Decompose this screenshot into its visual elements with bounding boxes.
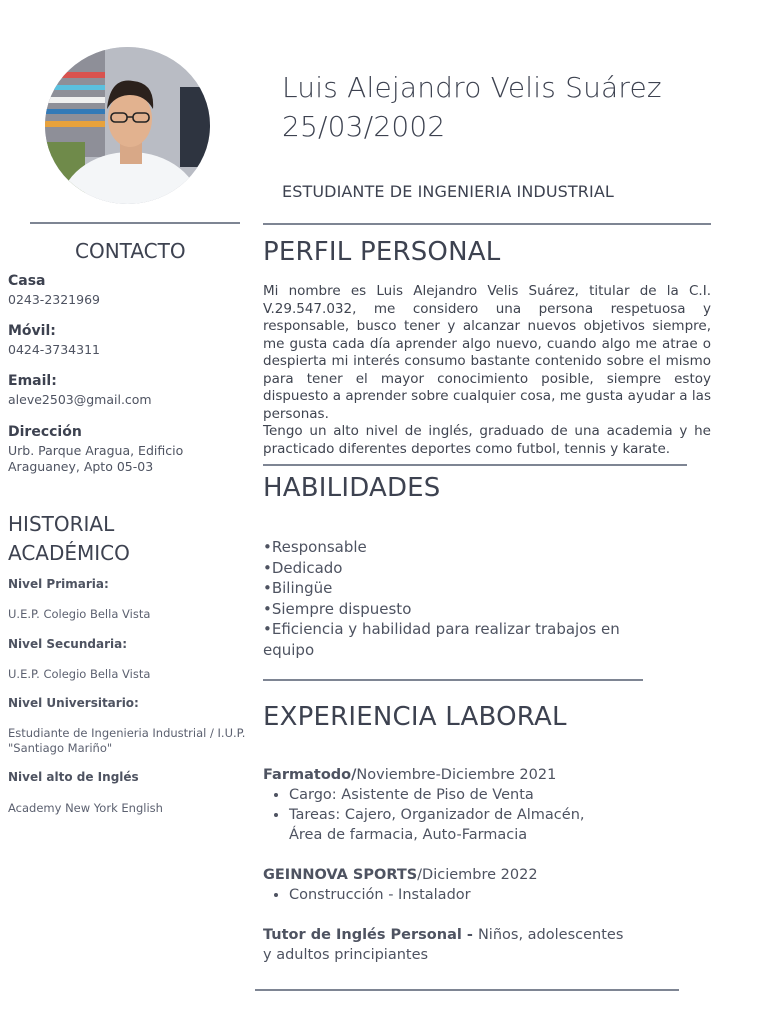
header-name-block — [282, 68, 662, 146]
skill-item: •Responsable — [263, 538, 367, 556]
profile-text — [263, 283, 711, 458]
mobile-phone: 0424-3734311 — [8, 342, 100, 357]
divider-bottom — [255, 989, 679, 991]
job-3-entry — [263, 925, 683, 965]
divider-left — [30, 222, 240, 224]
academic-secondary-label: Nivel Secundaria: — [8, 637, 128, 651]
academic-primary-value: U.E.P. Colegio Bella Vista — [8, 607, 151, 621]
contact-mobile — [8, 323, 100, 358]
email-value: aleve2503@gmail.com — [8, 392, 152, 407]
email-label: Email: — [8, 373, 57, 389]
profile-photo-image — [45, 47, 210, 204]
job-3-desc-line-1: Niños, adolescentes — [477, 927, 624, 943]
academic-heading-line-2: ACADÉMICO — [8, 541, 130, 565]
academic-english-label: Nivel alto de Inglés — [8, 770, 139, 784]
academic-university-label: Nivel Universitario: — [8, 696, 139, 710]
mobile-label: Móvil: — [8, 323, 56, 339]
academic-university-value — [8, 726, 245, 756]
experience-list — [263, 765, 683, 965]
divider-skills — [263, 679, 643, 681]
academic-heading — [8, 510, 130, 568]
job-1-tasks — [289, 805, 683, 845]
academic-heading-line-1: HISTORIAL — [8, 512, 115, 536]
skills-heading: HABILIDADES — [263, 473, 441, 503]
contact-email — [8, 373, 152, 408]
job-title: ESTUDIANTE DE INGENIERIA INDUSTRIAL — [282, 182, 614, 201]
divider-header — [263, 223, 711, 225]
contact-address — [8, 424, 183, 475]
job-2-period: /Diciembre 2022 — [417, 867, 538, 883]
profile-photo — [45, 47, 210, 204]
contact-heading: CONTACTO — [75, 239, 186, 263]
address-line-1: Urb. Parque Aragua, Edificio — [8, 443, 184, 458]
job-2-role: • Construcción - Instalador — [289, 885, 683, 905]
job-1-period: Noviembre-Diciembre 2021 — [356, 767, 557, 783]
skill-item: •Bilingüe — [263, 579, 333, 597]
home-phone: 0243-2321969 — [8, 292, 100, 307]
birthdate: 25/03/2002 — [282, 110, 446, 143]
profile-heading: PERFIL PERSONAL — [263, 237, 501, 267]
job-1-header — [263, 765, 683, 785]
academic-english-value: Academy New York English — [8, 801, 163, 815]
home-label: Casa — [8, 273, 46, 289]
skill-item: •Dedicado — [263, 558, 343, 577]
academic-university-line-1: Estudiante de Ingenieria Industrial / I.U.P. — [8, 726, 246, 740]
job-1-tasks-line-1: • Tareas: Cajero, Organizador de Almacén, — [289, 807, 585, 823]
full-name: Luis Alejandro Velis Suárez — [282, 71, 662, 104]
academic-university-line-2: "Santiago Mariño" — [8, 741, 113, 755]
job-3-title: Tutor de Inglés Personal - — [263, 927, 478, 943]
skill-item-continuation: equipo — [263, 640, 315, 659]
divider-profile — [263, 464, 687, 466]
job-1-details — [263, 785, 683, 845]
skill-item: •Eficiencia y habilidad para realizar trabajos en — [263, 620, 620, 638]
academic-primary-label: Nivel Primaria: — [8, 577, 109, 591]
job-2-details — [263, 885, 683, 905]
job-2-header — [263, 865, 683, 885]
job-2-company: GEINNOVA SPORTS — [263, 867, 418, 883]
job-3-desc-line-2: y adultos principiantes — [263, 947, 429, 963]
address-line-2: Araguaney, Apto 05-03 — [8, 459, 154, 474]
address-label: Dirección — [8, 424, 82, 440]
skill-item: •Siempre dispuesto — [263, 599, 412, 618]
academic-secondary-value: U.E.P. Colegio Bella Vista — [8, 667, 151, 681]
job-1-company: Farmatodo/ — [263, 767, 357, 783]
profile-paragraph-2: Tengo un alto nivel de inglés, graduado de una academia y he practicado diferentes deportes como futbol, tennis y karate. — [263, 423, 711, 457]
skills-list — [263, 537, 643, 660]
experience-heading: EXPERIENCIA LABORAL — [263, 702, 567, 732]
job-1-role: • Cargo: Asistente de Piso de Venta — [289, 785, 683, 805]
job-1-tasks-line-2: Área de farmacia, Auto-Farmacia — [289, 827, 528, 843]
contact-home — [8, 273, 100, 308]
profile-paragraph-1: Mi nombre es Luis Alejandro Velis Suárez, titular de la C.I. V.29.547.032, me considero una persona respetuosa y responsable, busco tener y alcanzar nuevos objetivos siempre, me gusta cada día aprender algo nuevo, cuando algo me atrae o despierta mi interés consumo bastante contenido sobre el mismo para tener el mayor conocimiento posible, siempre estoy dispuesto a aprender sobre cualquier cosa, me gusta ayudar a las personas. — [263, 283, 711, 422]
